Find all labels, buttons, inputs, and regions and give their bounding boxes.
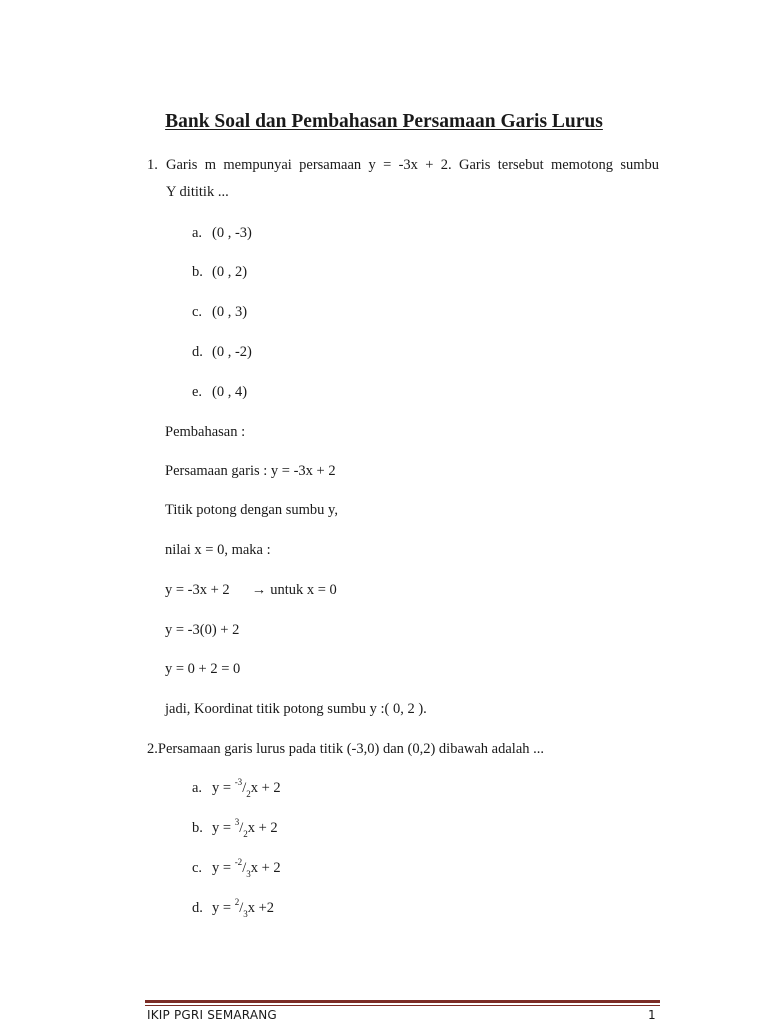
arrow-right-icon: → [251, 582, 267, 598]
question-1-text-line1: Garis m mempunyai persamaan y = -3x + 2. Garis tersebut memotong sumbu [166, 157, 659, 173]
q1-option-a [192, 225, 252, 242]
q1-option-b [192, 264, 247, 281]
option-suffix: x + 2 [247, 820, 278, 836]
fraction-slash: / [239, 820, 244, 836]
fraction-slash: / [242, 780, 247, 796]
footer-divider-thin [145, 1005, 660, 1006]
option-text: (0 , 4) [212, 384, 248, 400]
option-suffix: x +2 [247, 900, 275, 916]
option-letter: a. [192, 225, 203, 241]
option-letter: d. [192, 344, 203, 360]
option-letter: a. [192, 780, 203, 796]
fraction-denominator: 2 [246, 788, 251, 799]
question-2-text: 2.Persamaan garis lurus pada titik (-3,0) dan (0,2) dibawah adalah ... [147, 741, 545, 757]
footer-page-number: 1 [648, 1008, 656, 1022]
option-letter: c. [192, 304, 203, 320]
footer-institution: IKIP PGRI SEMARANG [147, 1008, 277, 1022]
option-text: (0 , 2) [212, 264, 248, 280]
fraction-slash: / [242, 860, 247, 876]
fraction-denominator: 3 [243, 908, 248, 919]
solution-line-1: Persamaan garis : y = -3x + 2 [165, 463, 336, 479]
fraction-numerator: 2 [234, 897, 240, 908]
option-prefix: y = [212, 860, 235, 876]
fraction-numerator: -3 [234, 777, 243, 788]
option-letter: c. [192, 860, 203, 876]
fraction-denominator: 3 [246, 868, 251, 879]
q1-option-c [192, 304, 247, 321]
q2-option-a [192, 777, 281, 799]
q2-option-b [192, 817, 278, 839]
option-prefix: y = [212, 780, 235, 796]
solution-line-3: nilai x = 0, maka : [165, 542, 271, 558]
option-text: (0 , -3) [212, 225, 252, 241]
solution-line-4-right: untuk x = 0 [270, 582, 337, 598]
q2-option-c [192, 857, 281, 879]
option-prefix: y = [212, 820, 235, 836]
question-1-text-line2: Y dititik ... [166, 184, 229, 200]
option-suffix: x + 2 [250, 780, 281, 796]
option-letter: d. [192, 900, 203, 916]
option-prefix: y = [212, 900, 235, 916]
solution-line-2: Titik potong dengan sumbu y, [165, 502, 338, 518]
option-suffix: x + 2 [250, 860, 281, 876]
footer-divider-thick [145, 1000, 660, 1003]
solution-line-4-left: y = -3x + 2 [165, 582, 230, 598]
q1-option-d [192, 344, 252, 361]
solution-line-4 [165, 582, 337, 599]
option-letter: b. [192, 820, 203, 836]
solution-line-5: y = -3(0) + 2 [165, 622, 240, 638]
fraction-numerator: -2 [234, 857, 243, 868]
q2-option-d [192, 897, 275, 919]
solution-conclusion: jadi, Koordinat titik potong sumbu y :( 0, 2 ). [165, 701, 427, 717]
fraction-denominator: 2 [243, 828, 248, 839]
option-letter: e. [192, 384, 203, 400]
solution-heading: Pembahasan : [165, 424, 246, 440]
q1-option-e [192, 384, 247, 401]
page-title: Bank Soal dan Pembahasan Persamaan Garis Lurus [165, 111, 603, 132]
question-1-number: 1. [147, 157, 158, 173]
option-text: (0 , -2) [212, 344, 252, 360]
solution-line-6: y = 0 + 2 = 0 [165, 661, 241, 677]
fraction-numerator: 3 [234, 817, 240, 828]
fraction-slash: / [239, 900, 244, 916]
option-letter: b. [192, 264, 203, 280]
option-text: (0 , 3) [212, 304, 248, 320]
